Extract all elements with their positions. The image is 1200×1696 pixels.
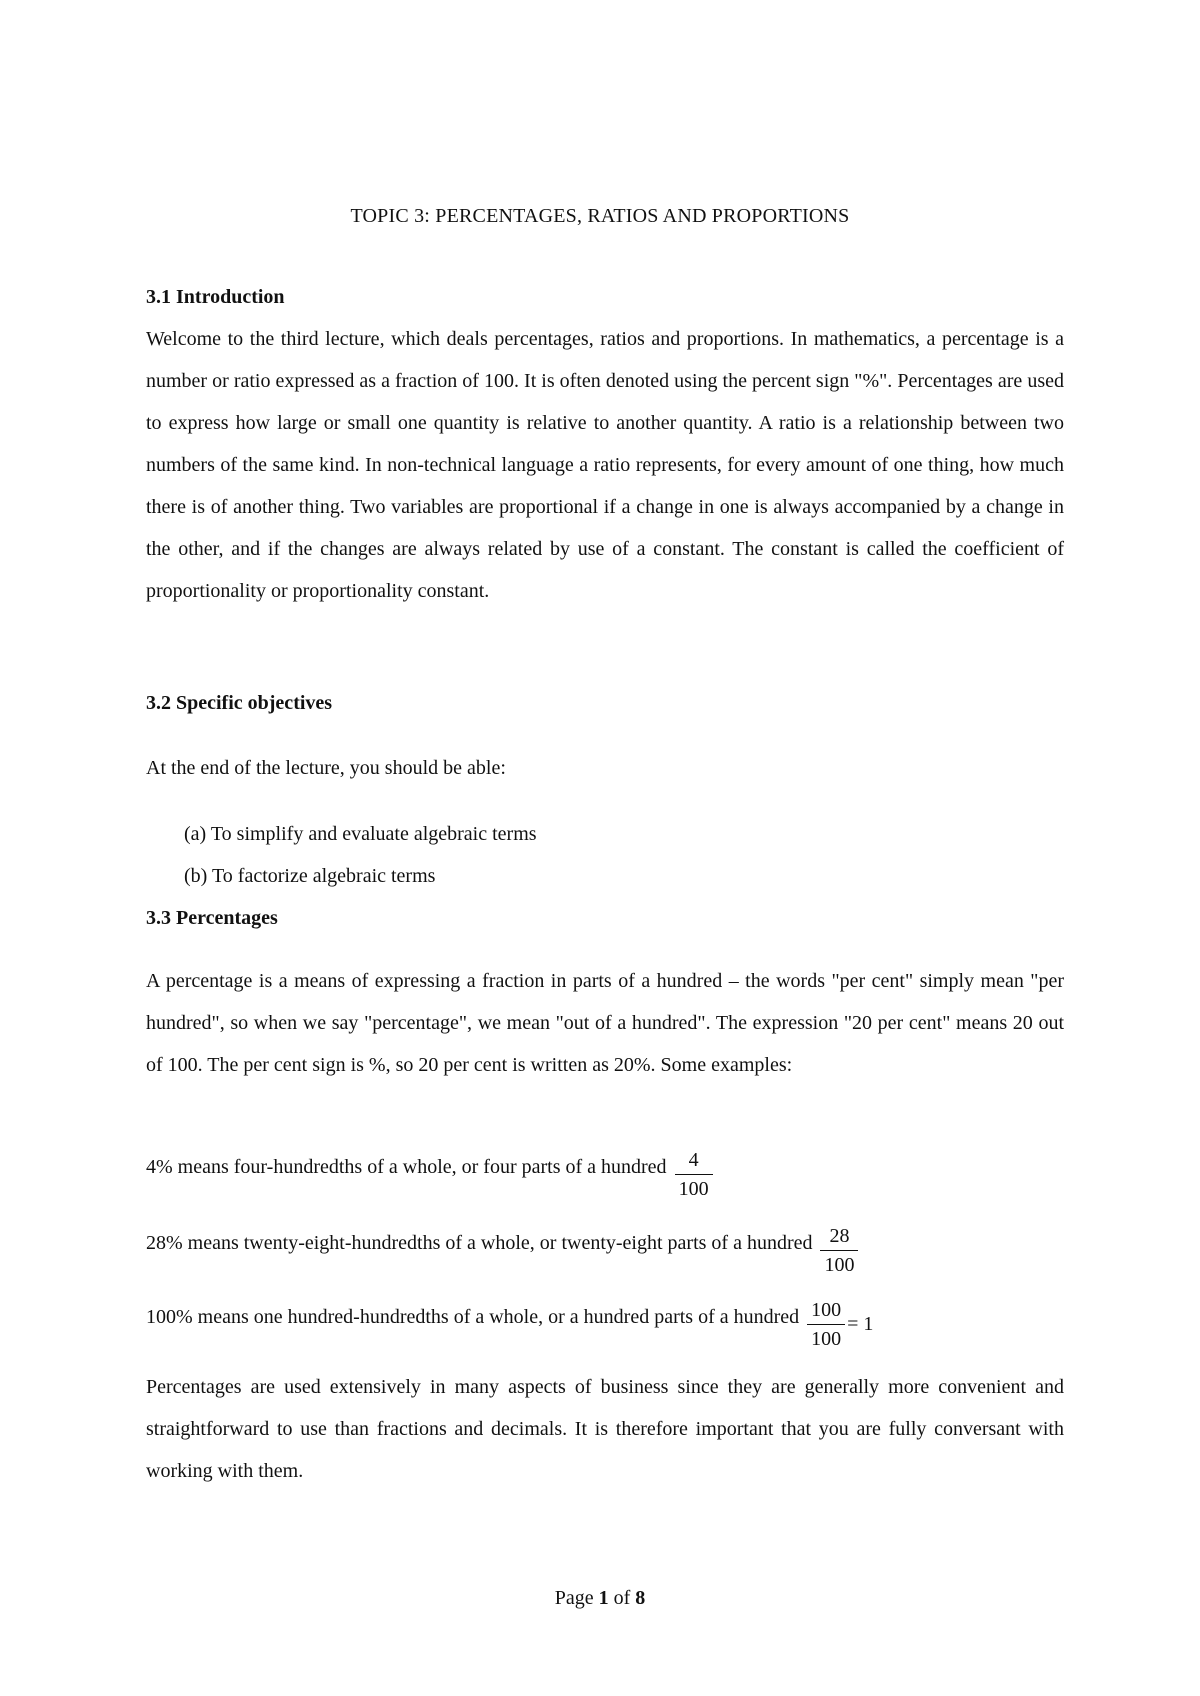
objective-item: (b) To factorize algebraic terms bbox=[184, 865, 436, 887]
page-total: 8 bbox=[635, 1587, 646, 1609]
percentage-example bbox=[146, 1140, 713, 1200]
fraction-numerator: 4 bbox=[675, 1146, 713, 1175]
equals-result: = 1 bbox=[847, 1313, 874, 1335]
introduction-paragraph: Welcome to the third lecture, which deals percentages, ratios and proportions. In mathematics, a percentage is a number or ratio expressed as a fraction of 100. It is often denoted using the percent sign "%". Percentages are used to express how large or small one quantity is relative to another quantity. A ratio is a relationship between two numbers of the same kind. In non-technical language a ratio represents, for every amount of one thing, how much there is of another thing. Two variables are proportional if a change in one is always accompanied by a change in the other, and if the changes are always related by use of a constant. The constant is called the coefficient of proportionality or proportionality constant. bbox=[146, 328, 1064, 602]
example-text: 4% means four-hundredths of a whole, or four parts of a hundred bbox=[146, 1156, 667, 1179]
fraction-denominator: 100 bbox=[678, 1178, 709, 1200]
objectives-lead: At the end of the lecture, you should be able: bbox=[146, 757, 506, 779]
section-heading-introduction: 3.1 Introduction bbox=[146, 286, 285, 308]
fraction-numerator: 100 bbox=[807, 1296, 845, 1325]
fraction bbox=[820, 1222, 858, 1279]
fraction bbox=[807, 1296, 845, 1353]
section-heading-objectives: 3.2 Specific objectives bbox=[146, 692, 333, 714]
page-number: 1 bbox=[598, 1587, 609, 1609]
section-heading-percentages: 3.3 Percentages bbox=[146, 907, 278, 929]
percentage-example bbox=[146, 1216, 858, 1276]
of-label: of bbox=[613, 1587, 631, 1609]
fraction-denominator: 100 bbox=[824, 1254, 855, 1276]
objective-item: (a) To simplify and evaluate algebraic terms bbox=[184, 823, 537, 845]
example-text: 28% means twenty-eight-hundredths of a whole, or twenty-eight parts of a hundred bbox=[146, 1232, 813, 1255]
percentages-paragraph: A percentage is a means of expressing a fraction in parts of a hundred – the words "per cent" simply mean "per hundred", so when we say "percentage", we mean "out of a hundred". The expression "20 per cent" means 20 out of 100. The per cent sign is %, so 20 per cent is written as 20%. Some examples: bbox=[146, 970, 1064, 1076]
percentages-closing-paragraph: Percentages are used extensively in many aspects of business since they are generally more convenient and straightforward to use than fractions and decimals. It is therefore important that you are fully conversant with working with them. bbox=[146, 1376, 1064, 1482]
page-label: Page bbox=[554, 1587, 594, 1609]
document-title: TOPIC 3: PERCENTAGES, RATIOS AND PROPORTIONS bbox=[350, 205, 850, 227]
page-footer bbox=[0, 1587, 1200, 1610]
example-text: 100% means one hundred-hundredths of a whole, or a hundred parts of a hundred bbox=[146, 1306, 800, 1329]
percentage-example bbox=[146, 1290, 874, 1350]
fraction bbox=[675, 1146, 713, 1203]
fraction-numerator: 28 bbox=[820, 1222, 858, 1251]
fraction-denominator: 100 bbox=[811, 1328, 842, 1350]
